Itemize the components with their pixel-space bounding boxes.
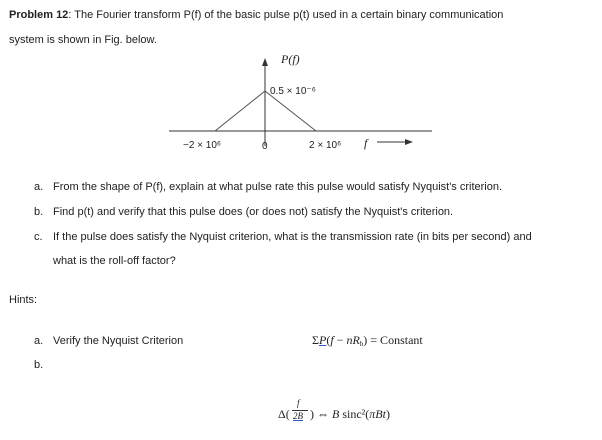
problem-text-1: : The Fourier transform P(f) of the basic pulse p(t) used in a certain binary communication [68,9,504,21]
tick-label-zero: 0 [262,141,268,152]
problem-line-2: system is shown in Fig. below. [9,34,157,46]
hint-b-marker: b. [34,359,44,371]
hint-a-text: Verify the Nyquist Criterion [53,335,184,347]
hint-a-marker: a. [34,335,44,347]
y-axis-arrow [262,58,268,66]
hint-a-formula: $\Sigma P(f - nR_b)$ = Constant [312,333,423,348]
question-c-marker: c. [34,231,43,243]
hints-title: Hints: [9,294,38,306]
question-a-text: From the shape of P(f), explain at what pulse rate this pulse would satisfy Nyquist's criterion. [53,181,503,193]
y-axis-label: P(f) [281,52,300,66]
tick-label-right: 2 × 10⁶ [309,140,342,151]
question-b-marker: b. [34,206,44,218]
question-b-text: Find p(t) and verify that this pulse does (or does not) satisfy the Nyquist's criterion. [53,206,454,218]
question-a-marker: a. [34,181,44,193]
x-axis-label: f [364,136,368,150]
f-axis-arrowhead [405,139,413,145]
peak-label: 0.5 × 10⁻⁶ [270,86,316,97]
problem-label: Problem 12 [9,9,69,21]
question-c-text-cont: what is the roll-off factor? [53,255,176,267]
question-c-text: If the pulse does satisfy the Nyquist criterion, what is the transmission rate (in bits per second) and [53,231,532,243]
tick-label-left: −2 × 10⁶ [183,140,222,151]
